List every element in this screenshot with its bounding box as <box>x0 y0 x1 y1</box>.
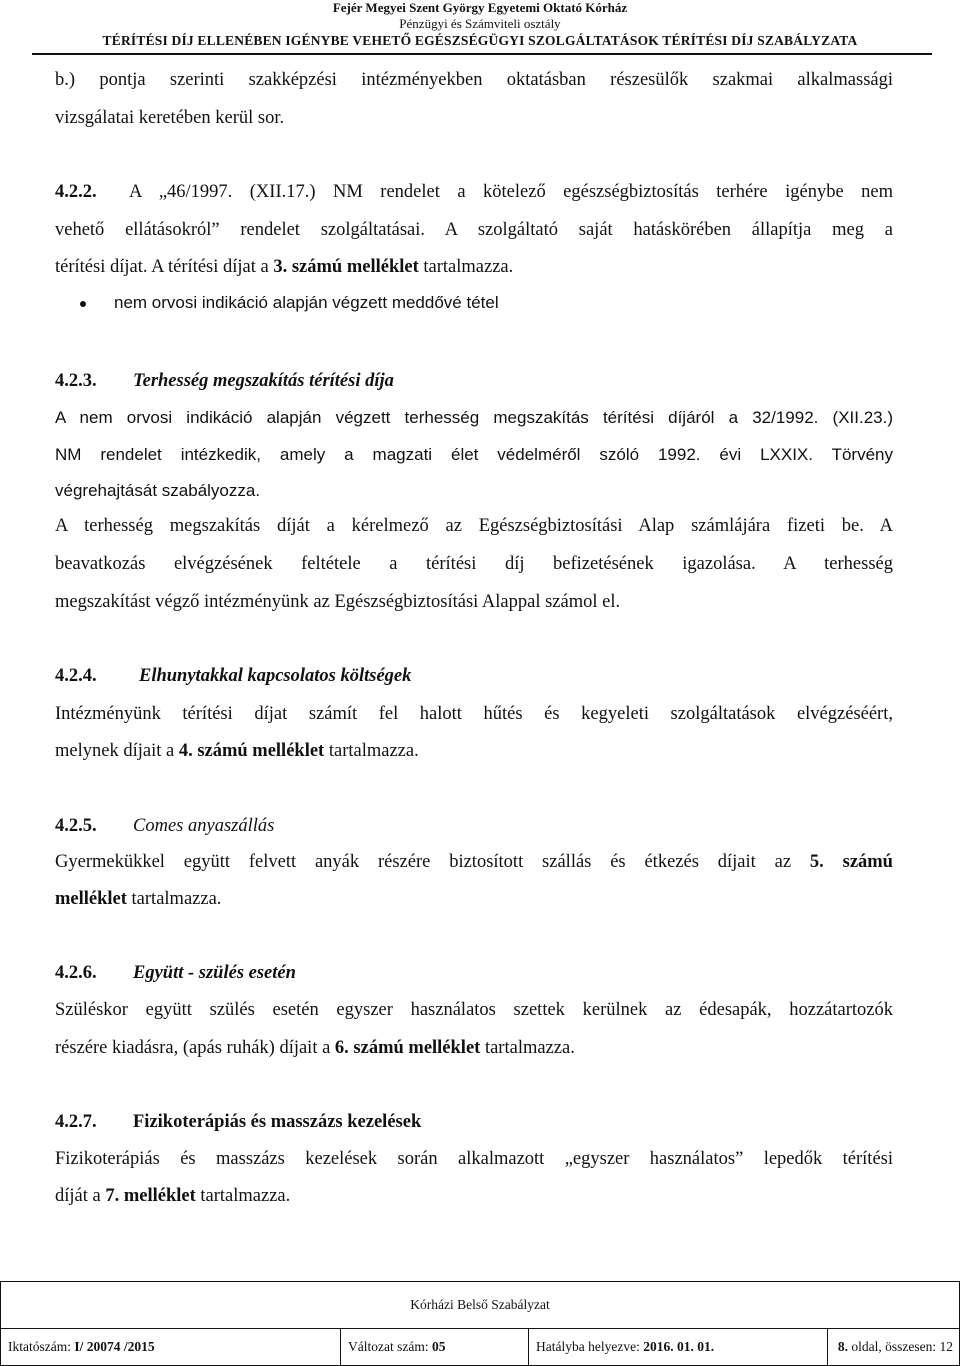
section-4-2-4-line-1: Intézményünk térítési díjat számít fel halott hűtés és kegyeleti szolgáltatások elvégzéséért, <box>55 704 893 724</box>
section-4-2-4-line-2: melynek díjait a 4. számú melléklet tartalmazza. <box>55 741 419 761</box>
section-4-2-3-line-2: NM rendelet intézkedik, amely a magzati élet védelméről szóló 1992. évi LXXIX. Törvény <box>55 445 893 464</box>
intro-line-1: b.) pontja szerinti szakképzési intézményekben oktatásban részesülők szakmai alkalmassági <box>55 70 893 90</box>
section-4-2-5-heading <box>55 808 893 846</box>
annex-reference: 7. melléklet <box>105 1186 196 1206</box>
section-number: 4.2.6. <box>55 963 97 983</box>
section-4-2-2-line-1: 4.2.2. A „46/1997. (XII.17.) NM rendelet a kötelező egészségbiztosítás terhére igénybe nem <box>55 174 893 212</box>
annex-reference: 5. számú <box>809 852 893 872</box>
annex-reference: 6. számú melléklet <box>334 1038 481 1058</box>
document-title: TÉRÍTÉSI DÍJ ELLENÉBEN IGÉNYBE VEHETŐ EGÉSZSÉGÜGYI SZOLGÁLTATÁSOK TÉRÍTÉSI DÍJ SZABÁLYZATA <box>102 33 858 48</box>
bullet-dot-icon <box>80 301 86 307</box>
section-4-2-3-heading <box>55 363 893 401</box>
section-4-2-7-line-1: Fizikoterápiás és masszázs kezelések során alkalmazott „egyszer használatos” lepedők térítési <box>55 1149 893 1169</box>
hospital-name: Fejér Megyei Szent György Egyetemi Oktató Kórház <box>332 0 628 15</box>
section-4-2-3-line-5: beavatkozás elvégzésének feltétele a térítési díj befizetésének igazolása. A terhesség <box>55 554 893 574</box>
footer-info-row <box>1 1329 959 1365</box>
section-title: Fizikoterápiás és masszázs kezelések <box>133 1112 422 1132</box>
intro-line-2: vizsgálatai keretében kerül sor. <box>55 108 285 128</box>
section-4-2-6-line-1: Szüléskor együtt szülés esetén egyszer használatos szettek kerülnek az édesapák, hozzátartozók <box>55 1000 893 1020</box>
page-footer <box>0 1281 960 1366</box>
version-number: Változat szám: 05 <box>341 1329 529 1365</box>
section-title: Együtt - szülés esetén <box>133 963 296 983</box>
section-4-2-6-line-2: részére kiadásra, (apás ruhák) díjait a 6. számú melléklet tartalmazza. <box>55 1038 575 1058</box>
section-4-2-5-line-2: melléklet tartalmazza. <box>55 889 222 909</box>
section-4-2-3-line-3: végrehajtását szabályozza. <box>55 481 261 500</box>
section-title: Comes anyaszállás <box>133 816 275 836</box>
section-4-2-2-line-2: vehető ellátásokról” rendelet szolgáltatásai. A szolgáltató saját hatáskörében állapítja meg a <box>55 220 893 240</box>
page-number: 8. oldal, összesen: 12 <box>837 1339 953 1354</box>
filing-number: Iktatószám: I/ 20074 /2015 <box>1 1329 341 1365</box>
header-rule <box>32 53 932 55</box>
section-4-2-3-line-4: A terhesség megszakítás díját a kérelmező az Egészségbiztosítási Alap számlájára fizeti be. A <box>55 516 893 536</box>
section-number: 4.2.2. <box>55 182 97 202</box>
section-4-2-3-line-1: A nem orvosi indikáció alapján végzett terhesség megszakítás térítési díjáról a 32/1992. (XII.23.) <box>55 408 893 427</box>
page-header <box>0 0 960 50</box>
section-title: Terhesség megszakítás térítési díja <box>133 371 394 391</box>
section-4-2-3-line-6: megszakítást végző intézményünk az Egészségbiztosítási Alappal számol el. <box>55 592 621 612</box>
section-number: 4.2.4. <box>55 666 97 686</box>
department-name: Pénzügyi és Számviteli osztály <box>399 16 561 31</box>
section-4-2-7-heading <box>55 1104 893 1142</box>
section-number: 4.2.5. <box>55 816 97 836</box>
section-4-2-5-line-1: Gyermekükkel együtt felvett anyák részére biztosított szállás és étkezés díjait az 5. számú <box>55 852 893 872</box>
section-4-2-6-heading <box>55 955 893 993</box>
section-4-2-2-line-3: térítési díjat. A térítési díjat a 3. számú melléklet tartalmazza. <box>55 257 514 277</box>
bullet-item: nem orvosi indikáció alapján végzett meddővé tétel <box>80 293 880 313</box>
section-number: 4.2.3. <box>55 371 97 391</box>
annex-reference: 3. számú melléklet <box>273 257 419 277</box>
section-title: Elhunytakkal kapcsolatos költségek <box>139 666 412 686</box>
annex-reference: 4. számú melléklet <box>178 741 325 761</box>
section-4-2-7-line-2: díját a 7. melléklet tartalmazza. <box>55 1186 291 1206</box>
footer-title: Kórházi Belső Szabályzat <box>1 1282 959 1329</box>
effective-date: Hatályba helyezve: 2016. 01. 01. <box>529 1329 828 1365</box>
section-number: 4.2.7. <box>55 1112 97 1132</box>
section-4-2-4-heading <box>55 658 893 696</box>
